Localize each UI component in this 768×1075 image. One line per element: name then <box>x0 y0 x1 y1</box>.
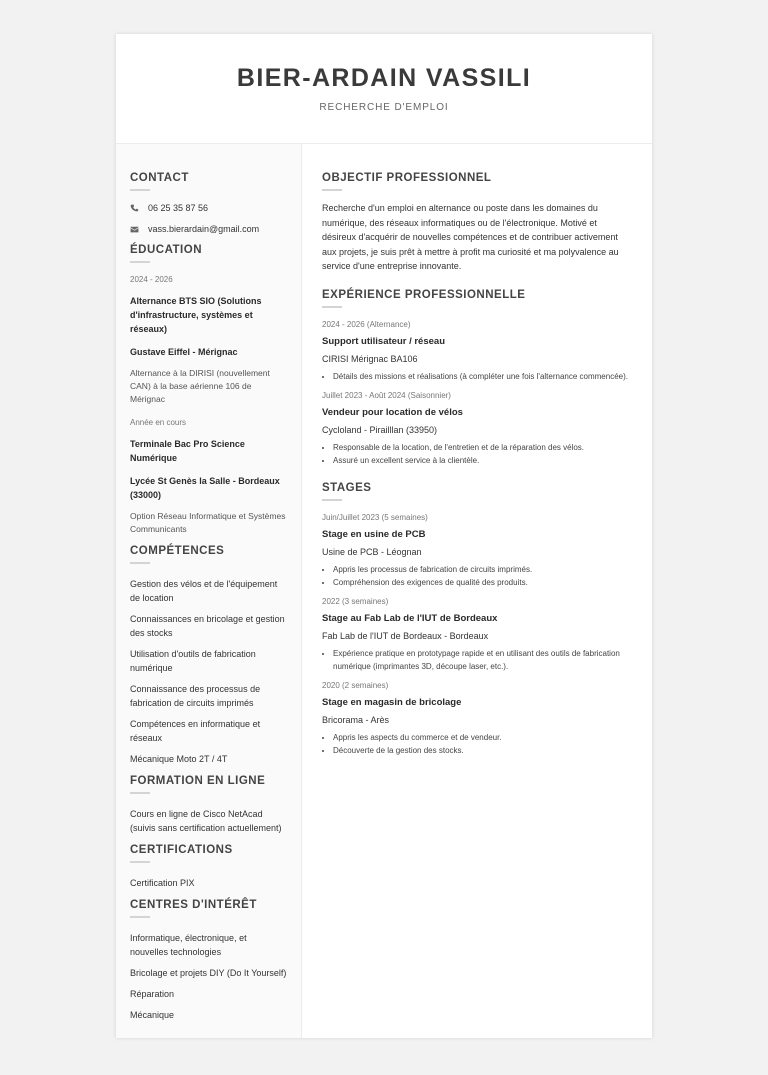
skills-title: COMPÉTENCES <box>130 544 287 564</box>
stage-bullets <box>322 731 630 757</box>
skill-item: Compétences en informatique et réseaux <box>130 719 261 743</box>
certifications-title: CERTIFICATIONS <box>130 843 287 863</box>
stage-title: Stage au Fab Lab de l'IUT de Bordeaux <box>322 612 498 624</box>
skill-item: Mécanique Moto 2T / 4T <box>130 754 228 764</box>
education-entry <box>130 417 287 536</box>
stage-title: Stage en magasin de bricolage <box>322 696 462 708</box>
resume-page <box>116 34 652 1038</box>
stage-company: Fab Lab de l'IUT de Bordeaux - Bordeaux <box>322 630 489 641</box>
stage-title: Stage en usine de PCB <box>322 528 426 540</box>
stage-bullets <box>322 647 630 673</box>
stage-entry <box>322 512 630 589</box>
sidebar <box>116 144 302 1038</box>
interests-section <box>130 898 287 1022</box>
contact-email <box>130 223 287 235</box>
stages-section <box>322 481 630 757</box>
experience-entry <box>322 390 630 467</box>
online-training-item: Cours en ligne de Cisco NetAcad (suivis sans certification actuellement) <box>130 809 282 833</box>
objective-title: OBJECTIF PROFESSIONNEL <box>322 171 630 191</box>
education-desc: Alternance à la DIRISI (nouvellement CAN) à la base aérienne 106 de Mérignac <box>130 368 270 404</box>
job-company: Cycloland - Pirailllan (33950) <box>322 424 438 435</box>
education-degree: Terminale Bac Pro Science Numérique <box>130 439 245 463</box>
job-company: CIRISI Mérignac BA106 <box>322 353 418 364</box>
stage-entry <box>322 680 630 757</box>
contact-phone <box>130 202 287 214</box>
interests-title: CENTRES D'INTÉRÊT <box>130 898 287 918</box>
job-date: 2024 - 2026 (Alternance) <box>322 319 411 329</box>
objective-section <box>322 171 630 274</box>
job-title: Vendeur pour location de vélos <box>322 406 463 418</box>
job-bullets <box>322 370 630 383</box>
stage-date: Juin/Juillet 2023 (5 semaines) <box>322 512 428 522</box>
education-school: Gustave Eiffel - Mérignac <box>130 347 238 357</box>
stage-company: Usine de PCB - Léognan <box>322 546 422 557</box>
stage-date: 2022 (3 semaines) <box>322 596 389 606</box>
stage-bullets <box>322 563 630 589</box>
education-section <box>130 243 287 536</box>
job-bullet: • Assuré un excellent service à la clientèle. <box>333 454 630 467</box>
skill-item: Gestion des vélos et de l'équipement de location <box>130 579 278 603</box>
interest-item: Bricolage et projets DIY (Do It Yourself) <box>130 968 287 978</box>
candidate-name: BIER-ARDAIN VASSILI <box>236 64 532 92</box>
experience-section <box>322 288 630 467</box>
interest-item: Réparation <box>130 989 175 999</box>
stage-bullet: • Découverte de la gestion des stocks. <box>333 744 630 757</box>
experience-title: EXPÉRIENCE PROFESSIONNELLE <box>322 288 630 308</box>
email-address[interactable]: vass.bierardain@gmail.com <box>148 224 260 234</box>
education-degree: Alternance BTS SIO (Solutions d'infrastructure, systèmes et réseaux) <box>130 296 262 334</box>
education-title: ÉDUCATION <box>130 243 287 263</box>
resume-body <box>116 144 652 1038</box>
stages-title: STAGES <box>322 481 630 501</box>
experience-entry <box>322 319 630 383</box>
skills-section <box>130 544 287 766</box>
online-training-title: FORMATION EN LIGNE <box>130 774 287 794</box>
interest-item: Informatique, électronique, et nouvelles technologies <box>130 933 247 957</box>
stage-bullet: • Expérience pratique en prototypage rapide et en utilisant des outils de fabrication numérique (imprimantes 3D, découpe laser, etc.). <box>333 647 630 673</box>
objective-text: Recherche d'un emploi en alternance ou poste dans les domaines du numérique, des réseaux informatiques ou de l'électronique. Motivé et désireux d'acquérir de nouvelles compétences et de contribuer activement aux projets, je suis prêt à mettre à profit ma curiosité et ma polyvalence au service d'une entreprise innovante. <box>322 203 619 272</box>
envelope-icon <box>130 225 139 234</box>
phone-icon <box>130 204 139 213</box>
education-entry <box>130 274 287 406</box>
education-date: 2024 - 2026 <box>130 275 173 284</box>
education-desc: Option Réseau Informatique et Systèmes Communicants <box>130 511 286 534</box>
job-bullets <box>322 441 630 467</box>
certification-item: Certification PIX <box>130 878 195 888</box>
job-title: Support utilisateur / réseau <box>322 335 445 347</box>
skill-item: Utilisation d'outils de fabrication numérique <box>130 649 256 673</box>
job-bullet: • Responsable de la location, de l'entretien et de la réparation des vélos. <box>333 441 630 454</box>
stage-bullet: • Appris les aspects du commerce et de vendeur. <box>333 731 630 744</box>
online-training-section <box>130 774 287 835</box>
skill-item: Connaissances en bricolage et gestion des stocks <box>130 614 285 638</box>
stage-entry <box>322 596 630 673</box>
contact-title: CONTACT <box>130 171 287 191</box>
certifications-section <box>130 843 287 890</box>
stage-company: Bricorama - Arès <box>322 714 390 725</box>
job-bullet: • Détails des missions et réalisations (à compléter une fois l'alternance commencée). <box>333 370 630 383</box>
contact-section <box>130 171 287 235</box>
stage-bullet: • Appris les processus de fabrication de circuits imprimés. <box>333 563 630 576</box>
candidate-subtitle: RECHERCHE D'EMPLOI <box>319 102 449 113</box>
skill-item: Connaissance des processus de fabrication de circuits imprimés <box>130 684 261 708</box>
phone-number[interactable]: 06 25 35 87 56 <box>148 203 209 213</box>
resume-header <box>116 34 652 144</box>
education-school: Lycée St Genès la Salle - Bordeaux (33000) <box>130 476 280 500</box>
job-date: Juillet 2023 - Août 2024 (Saisonnier) <box>322 390 451 400</box>
main-column <box>303 144 652 1038</box>
stage-bullet: • Compréhension des exigences de qualité des produits. <box>333 576 630 589</box>
interest-item: Mécanique <box>130 1010 175 1020</box>
education-date: Année en cours <box>130 418 187 427</box>
stage-date: 2020 (2 semaines) <box>322 680 389 690</box>
